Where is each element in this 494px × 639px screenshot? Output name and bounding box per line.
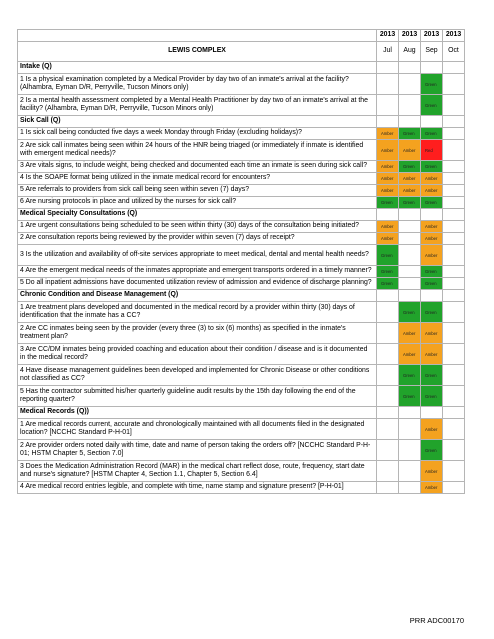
status-cell: [399, 365, 421, 386]
status-label: Green: [425, 131, 437, 136]
status-cell: [421, 128, 443, 140]
status-cell: [421, 440, 443, 461]
status-cell: [399, 95, 421, 116]
status-label: Amber: [381, 147, 394, 153]
question-row: [18, 140, 465, 161]
status-cell: [421, 461, 443, 482]
section-title: Sick Call (Q): [18, 116, 377, 128]
status-label: Green: [425, 372, 437, 378]
question-row: [18, 278, 465, 290]
question-row: [18, 161, 465, 173]
status-cell: [399, 482, 421, 494]
question-text: 5 Are referrals to providers from sick call being seen within seven (7) days?: [18, 185, 377, 197]
status-cell: [421, 278, 443, 290]
question-row: [18, 95, 465, 116]
status-cell: [377, 482, 399, 494]
status-cell: [443, 140, 465, 161]
question-row: [18, 128, 465, 140]
question-row: [18, 173, 465, 185]
status-cell: [421, 245, 443, 266]
question-row: [18, 302, 465, 323]
status-label: Green: [425, 102, 437, 108]
question-text: 2 Are provider orders noted daily with time, date and name of person taking the orders off? [NCCHC Standard P-H-01; HSTM Chapter 5, Section 7.0]: [18, 440, 377, 461]
question-row: [18, 482, 465, 494]
status-label: Amber: [403, 188, 416, 193]
question-text: 4 Have disease management guidelines been developed and implemented for Chronic Disease or other conditions not classified as CC?: [18, 365, 377, 386]
question-text: 1 Is a physical examination completed by a Medical Provider by day two of an inmate's arrival at the facility? (Alhambra, Eyman D/R, Perryville, Tucson Minors only): [18, 74, 377, 95]
month-oct: Oct: [443, 42, 465, 62]
section-empty-cell: [399, 407, 421, 419]
status-cell: [421, 344, 443, 365]
page-footer: PRR ADC00170: [409, 616, 464, 625]
section-header-row: [18, 62, 465, 74]
status-label: Green: [425, 309, 437, 315]
status-label: Amber: [425, 176, 438, 181]
status-cell: [399, 419, 421, 440]
status-cell: [421, 233, 443, 245]
status-cell: [443, 185, 465, 197]
status-cell: [377, 128, 399, 140]
status-cell: [421, 365, 443, 386]
status-label: Amber: [425, 330, 438, 336]
status-label: Green: [425, 447, 437, 453]
section-empty-cell: [421, 407, 443, 419]
section-header-row: [18, 407, 465, 419]
section-empty-cell: [377, 62, 399, 74]
status-cell: [421, 95, 443, 116]
status-label: Amber: [425, 426, 438, 432]
status-cell: [421, 266, 443, 278]
title-row: [18, 42, 465, 62]
section-title: Intake (Q): [18, 62, 377, 74]
status-cell: [377, 386, 399, 407]
status-cell: [421, 419, 443, 440]
question-row: [18, 344, 465, 365]
section-empty-cell: [443, 116, 465, 128]
status-cell: [399, 323, 421, 344]
status-cell: [377, 302, 399, 323]
section-header-row: [18, 116, 465, 128]
section-empty-cell: [443, 407, 465, 419]
year-row: [18, 30, 465, 42]
status-cell: [443, 197, 465, 209]
status-label: Green: [403, 372, 415, 378]
section-title: Medical Specialty Consultations (Q): [18, 209, 377, 221]
status-label: Green: [403, 393, 415, 399]
status-cell: [421, 221, 443, 233]
status-cell: [443, 482, 465, 494]
status-label: Green: [425, 81, 437, 87]
question-text: 5 Has the contractor submitted his/her quarterly guideline audit results by the 15th day following the end of the reporting quarter?: [18, 386, 377, 407]
question-text: 6 Are nursing protocols in place and utilized by the nurses for sick call?: [18, 197, 377, 209]
status-label: Green: [403, 131, 415, 136]
question-row: [18, 197, 465, 209]
question-text: 3 Does the Medication Administration Record (MAR) in the medical chart reflect dose, route, frequency, start date and nurse's signature? [HSTM Chapter 4, Section 1.1, Chapter 5, Section 6.4]: [18, 461, 377, 482]
status-cell: [443, 266, 465, 278]
question-text: 3 Are CC/DM inmates being provided coaching and education about their condition / disease and is it documented in the medical record?: [18, 344, 377, 365]
status-cell: [443, 233, 465, 245]
status-cell: [399, 440, 421, 461]
question-row: [18, 266, 465, 278]
question-row: [18, 419, 465, 440]
status-label: Amber: [425, 351, 438, 357]
status-cell: [421, 482, 443, 494]
month-sep: Sep: [421, 42, 443, 62]
section-empty-cell: [399, 209, 421, 221]
status-label: Amber: [425, 188, 438, 193]
status-cell: [399, 140, 421, 161]
status-label: Green: [381, 281, 393, 286]
question-row: [18, 440, 465, 461]
status-label: Amber: [403, 330, 416, 336]
year-oct: 2013: [443, 30, 465, 42]
status-cell: [377, 323, 399, 344]
status-cell: [421, 386, 443, 407]
status-cell: [377, 74, 399, 95]
section-empty-cell: [421, 116, 443, 128]
status-cell: [377, 185, 399, 197]
year-jul: 2013: [377, 30, 399, 42]
status-cell: [421, 140, 443, 161]
compliance-table: [17, 29, 465, 494]
question-text: 2 Are consultation reports being reviewed by the provider within seven (7) days of receipt?: [18, 233, 377, 245]
status-cell: [399, 185, 421, 197]
status-cell: [421, 302, 443, 323]
question-row: [18, 233, 465, 245]
question-row: [18, 74, 465, 95]
status-label: Amber: [381, 131, 394, 136]
section-empty-cell: [377, 116, 399, 128]
status-cell: [377, 344, 399, 365]
question-text: 1 Is sick call being conducted five days a week Monday through Friday (excluding holidays)?: [18, 128, 377, 140]
status-label: Green: [381, 252, 393, 258]
status-label: Green: [403, 309, 415, 315]
question-row: [18, 185, 465, 197]
status-cell: [399, 197, 421, 209]
status-cell: [421, 74, 443, 95]
status-cell: [399, 461, 421, 482]
status-label: Amber: [381, 224, 394, 229]
question-text: 4 Are medical record entries legible, and complete with time, name stamp and signature present? [P-H-01]: [18, 482, 377, 494]
status-cell: [399, 161, 421, 173]
section-empty-cell: [377, 290, 399, 302]
status-label: Green: [425, 269, 437, 274]
status-cell: [443, 440, 465, 461]
year-sep: 2013: [421, 30, 443, 42]
question-text: 3 Are vitals signs, to include weight, being checked and documented each time an inmate is seen during sick call?: [18, 161, 377, 173]
status-cell: [399, 245, 421, 266]
status-cell: [443, 74, 465, 95]
status-cell: [399, 386, 421, 407]
question-text: 4 Is the SOAPE format being utilized in the inmate medical record for encounters?: [18, 173, 377, 185]
status-cell: [421, 173, 443, 185]
status-cell: [377, 461, 399, 482]
status-cell: [443, 221, 465, 233]
section-empty-cell: [421, 290, 443, 302]
question-row: [18, 365, 465, 386]
status-cell: [443, 419, 465, 440]
question-text: 4 Are the emergent medical needs of the inmates appropriate and emergent transports ordered in a timely manner?: [18, 266, 377, 278]
status-cell: [377, 221, 399, 233]
status-label: Amber: [381, 236, 394, 241]
section-title: Chronic Condition and Disease Management (Q): [18, 290, 377, 302]
status-cell: [377, 140, 399, 161]
status-label: Green: [381, 269, 393, 274]
question-text: 2 Is a mental health assessment completed by a Mental Health Practitioner by day two of an inmate's arrival at the facility? (Alhambra, Eyman D/R, Perryville, Tucson Minors only): [18, 95, 377, 116]
status-cell: [443, 128, 465, 140]
status-cell: [443, 386, 465, 407]
question-text: 1 Are treatment plans developed and documented in the medical record by a provider within thirty (30) days of identification that the inmate has a CC?: [18, 302, 377, 323]
status-cell: [399, 233, 421, 245]
status-cell: [443, 365, 465, 386]
status-label: Green: [425, 164, 437, 169]
question-text: 2 Are CC inmates being seen by the provider (every three (3) to six (6) months) as specified in the inmate's treatment plan?: [18, 323, 377, 344]
status-cell: [399, 221, 421, 233]
status-cell: [399, 344, 421, 365]
question-text: 1 Are urgent consultations being scheduled to be seen within thirty (30) days of the consultation being initiated?: [18, 221, 377, 233]
status-cell: [421, 323, 443, 344]
status-cell: [399, 278, 421, 290]
section-empty-cell: [443, 62, 465, 74]
section-title: Medical Records (Q)): [18, 407, 377, 419]
status-cell: [443, 95, 465, 116]
status-label: Amber: [425, 236, 438, 241]
status-cell: [399, 266, 421, 278]
status-cell: [377, 278, 399, 290]
status-label: Amber: [381, 176, 394, 181]
status-cell: [377, 365, 399, 386]
status-label: Green: [425, 393, 437, 399]
status-cell: [443, 173, 465, 185]
section-empty-cell: [421, 209, 443, 221]
status-label: Amber: [381, 188, 394, 193]
status-label: Green: [403, 200, 415, 205]
status-cell: [377, 173, 399, 185]
status-label: Amber: [425, 252, 438, 258]
question-row: [18, 386, 465, 407]
section-empty-cell: [443, 209, 465, 221]
status-cell: [443, 344, 465, 365]
status-cell: [443, 278, 465, 290]
section-empty-cell: [443, 290, 465, 302]
status-cell: [377, 161, 399, 173]
section-empty-cell: [421, 62, 443, 74]
status-cell: [443, 461, 465, 482]
status-cell: [399, 128, 421, 140]
section-empty-cell: [399, 62, 421, 74]
question-text: 1 Are medical records current, accurate and chronologically maintained with all documents filed in the designated location? [NCCHC Standard P-H-01]: [18, 419, 377, 440]
question-row: [18, 323, 465, 344]
year-aug: 2013: [399, 30, 421, 42]
status-label: Amber: [403, 147, 416, 153]
status-label: Amber: [403, 351, 416, 357]
section-header-row: [18, 290, 465, 302]
status-label: Red: [425, 147, 433, 153]
status-cell: [443, 323, 465, 344]
complex-title: LEWIS COMPLEX: [18, 42, 377, 62]
status-label: Green: [403, 164, 415, 169]
month-aug: Aug: [399, 42, 421, 62]
question-row: [18, 245, 465, 266]
section-header-row: [18, 209, 465, 221]
status-cell: [377, 266, 399, 278]
status-cell: [399, 302, 421, 323]
status-cell: [377, 197, 399, 209]
status-cell: [399, 173, 421, 185]
month-jul: Jul: [377, 42, 399, 62]
section-empty-cell: [377, 209, 399, 221]
corner-cell: [18, 30, 377, 42]
status-cell: [443, 245, 465, 266]
status-label: Green: [425, 281, 437, 286]
status-cell: [421, 197, 443, 209]
status-cell: [377, 95, 399, 116]
status-cell: [377, 233, 399, 245]
status-cell: [377, 245, 399, 266]
status-label: Amber: [425, 468, 438, 474]
status-cell: [377, 419, 399, 440]
table-body: [18, 30, 465, 494]
status-cell: [443, 302, 465, 323]
status-label: Green: [381, 200, 393, 205]
status-label: Amber: [425, 485, 438, 490]
question-text: 5 Do all inpatient admissions have documented utilization review of admission and evidence of discharge planning?: [18, 278, 377, 290]
status-label: Green: [425, 200, 437, 205]
question-row: [18, 221, 465, 233]
status-cell: [399, 74, 421, 95]
question-text: 3 Is the utilization and availability of off-site services appropriate to meet medical, dental and mental health needs?: [18, 245, 377, 266]
status-cell: [421, 185, 443, 197]
question-text: 2 Are sick call inmates being seen within 24 hours of the HNR being triaged (or immediately if inmate is identified with emergent medical needs)?: [18, 140, 377, 161]
section-empty-cell: [399, 290, 421, 302]
section-empty-cell: [377, 407, 399, 419]
section-empty-cell: [399, 116, 421, 128]
status-label: Amber: [425, 224, 438, 229]
question-row: [18, 461, 465, 482]
status-label: Amber: [403, 176, 416, 181]
status-label: Amber: [381, 164, 394, 169]
status-cell: [443, 161, 465, 173]
status-cell: [377, 440, 399, 461]
status-cell: [421, 161, 443, 173]
